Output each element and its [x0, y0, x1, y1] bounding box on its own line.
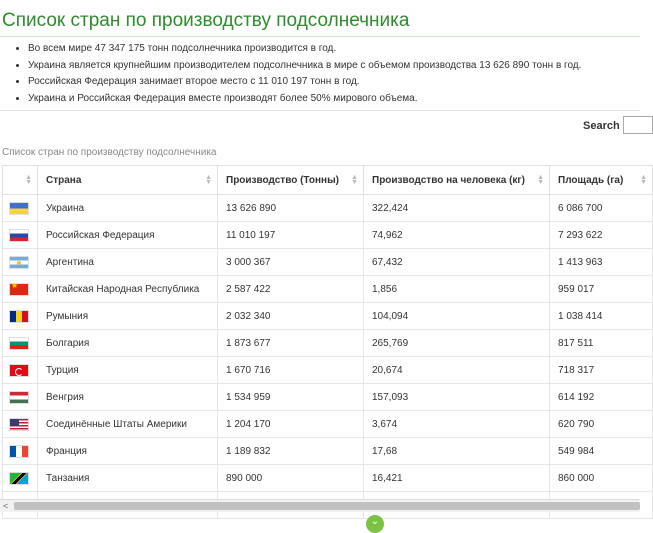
- per-capita-cell: 3,674: [364, 411, 550, 438]
- production-cell: 1 873 677: [218, 330, 364, 357]
- per-capita-cell: 1,856: [364, 276, 550, 303]
- sort-icon: ▲ ▼: [537, 174, 544, 186]
- production-cell: 2 032 340: [218, 303, 364, 330]
- france-flag-icon: [9, 445, 29, 458]
- country-cell: Болгария: [38, 330, 218, 357]
- table-row: [3, 222, 653, 249]
- country-cell: Румыния: [38, 303, 218, 330]
- area-cell: 7 293 622: [550, 222, 653, 249]
- production-cell: 1 204 170: [218, 411, 364, 438]
- table-row: [3, 195, 653, 222]
- column-header-flag[interactable]: [3, 166, 38, 195]
- title-divider: [0, 36, 640, 37]
- per-capita-cell: 322,424: [364, 195, 550, 222]
- hungary-flag-icon: [9, 391, 29, 404]
- fact-item: • Украина является крупнейшим производителем подсолнечника в мире с объемом производства 13 626 890 тонн в год.: [28, 58, 638, 75]
- search-label: Search: [583, 120, 620, 132]
- country-cell: Соединённые Штаты Америки: [38, 411, 218, 438]
- sort-icon: ▲ ▼: [205, 174, 212, 186]
- usa-flag-icon: [9, 418, 29, 431]
- table-header-row: [3, 166, 653, 195]
- table-row: [3, 465, 653, 492]
- table-row: [3, 249, 653, 276]
- facts-list: [2, 41, 638, 107]
- production-cell: 13 626 890: [218, 195, 364, 222]
- tanzania-flag-icon: [9, 472, 29, 485]
- production-cell: 890 000: [218, 465, 364, 492]
- area-cell: 1 413 963: [550, 249, 653, 276]
- per-capita-cell: 265,769: [364, 330, 550, 357]
- column-header-production[interactable]: Производство (Тонны) ▲ ▼: [218, 166, 364, 195]
- search-input[interactable]: [623, 116, 653, 134]
- country-cell: Российская Федерация: [38, 222, 218, 249]
- per-capita-cell: 20,674: [364, 357, 550, 384]
- table-row: [3, 411, 653, 438]
- table-row: [3, 438, 653, 465]
- table-row: [3, 330, 653, 357]
- country-cell: Венгрия: [38, 384, 218, 411]
- production-cell: 2 587 422: [218, 276, 364, 303]
- production-cell: 11 010 197: [218, 222, 364, 249]
- romania-flag-icon: [9, 310, 29, 323]
- bulgaria-flag-icon: [9, 337, 29, 350]
- table-row: [3, 276, 653, 303]
- production-cell: 1 189 832: [218, 438, 364, 465]
- chevron-down-icon[interactable]: ⌄: [366, 515, 384, 533]
- table-row: [3, 357, 653, 384]
- column-header-per-capita[interactable]: Производство на человека (кг) ▲ ▼: [364, 166, 550, 195]
- panel-divider: [0, 110, 640, 111]
- scrollbar-thumb[interactable]: [14, 502, 640, 510]
- fact-item: • Российская Федерация занимает второе место с 11 010 197 тонн в год.: [28, 74, 638, 91]
- table-row: [3, 384, 653, 411]
- scroll-left-arrow-icon[interactable]: <: [3, 501, 9, 511]
- sort-icon: ▲ ▼: [640, 174, 647, 186]
- area-cell: 860 000: [550, 465, 653, 492]
- country-cell: Аргентина: [38, 249, 218, 276]
- area-cell: 614 192: [550, 384, 653, 411]
- horizontal-scrollbar[interactable]: [0, 499, 640, 512]
- turkey-flag-icon: [9, 364, 29, 377]
- area-cell: 817 511: [550, 330, 653, 357]
- country-cell: Танзания: [38, 465, 218, 492]
- table-caption: Список стран по производству подсолнечника: [2, 147, 217, 158]
- production-table: [2, 165, 653, 519]
- china-flag-icon: [9, 283, 29, 296]
- per-capita-cell: 16,421: [364, 465, 550, 492]
- country-cell: Турция: [38, 357, 218, 384]
- sort-icon: ▲ ▼: [351, 174, 358, 186]
- per-capita-cell: 104,094: [364, 303, 550, 330]
- country-cell: Франция: [38, 438, 218, 465]
- area-cell: 549 984: [550, 438, 653, 465]
- sort-icon: ▲ ▼: [25, 174, 32, 186]
- production-cell: 1 670 716: [218, 357, 364, 384]
- table-container: [2, 165, 647, 498]
- area-cell: 718 317: [550, 357, 653, 384]
- ukraine-flag-icon: [9, 202, 29, 215]
- country-cell: Китайская Народная Республика: [38, 276, 218, 303]
- column-header-country[interactable]: Страна ▲ ▼: [38, 166, 218, 195]
- per-capita-cell: 74,962: [364, 222, 550, 249]
- per-capita-cell: 67,432: [364, 249, 550, 276]
- per-capita-cell: 157,093: [364, 384, 550, 411]
- fact-item: • Украина и Российская Федерация вместе производят более 50% мирового объема.: [28, 91, 638, 108]
- production-cell: 1 534 959: [218, 384, 364, 411]
- per-capita-cell: 17,68: [364, 438, 550, 465]
- argentina-flag-icon: [9, 256, 29, 269]
- area-cell: 620 790: [550, 411, 653, 438]
- table-row: [3, 303, 653, 330]
- area-cell: 6 086 700: [550, 195, 653, 222]
- column-header-area[interactable]: Площадь (га) ▲ ▼: [550, 166, 653, 195]
- country-cell: Украина: [38, 195, 218, 222]
- area-cell: 959 017: [550, 276, 653, 303]
- area-cell: 1 038 414: [550, 303, 653, 330]
- production-cell: 3 000 367: [218, 249, 364, 276]
- russia-flag-icon: [9, 229, 29, 242]
- page-title: Список стран по производству подсолнечника: [2, 10, 410, 31]
- fact-item: • Во всем мире 47 347 175 тонн подсолнечника производится в год.: [28, 41, 638, 58]
